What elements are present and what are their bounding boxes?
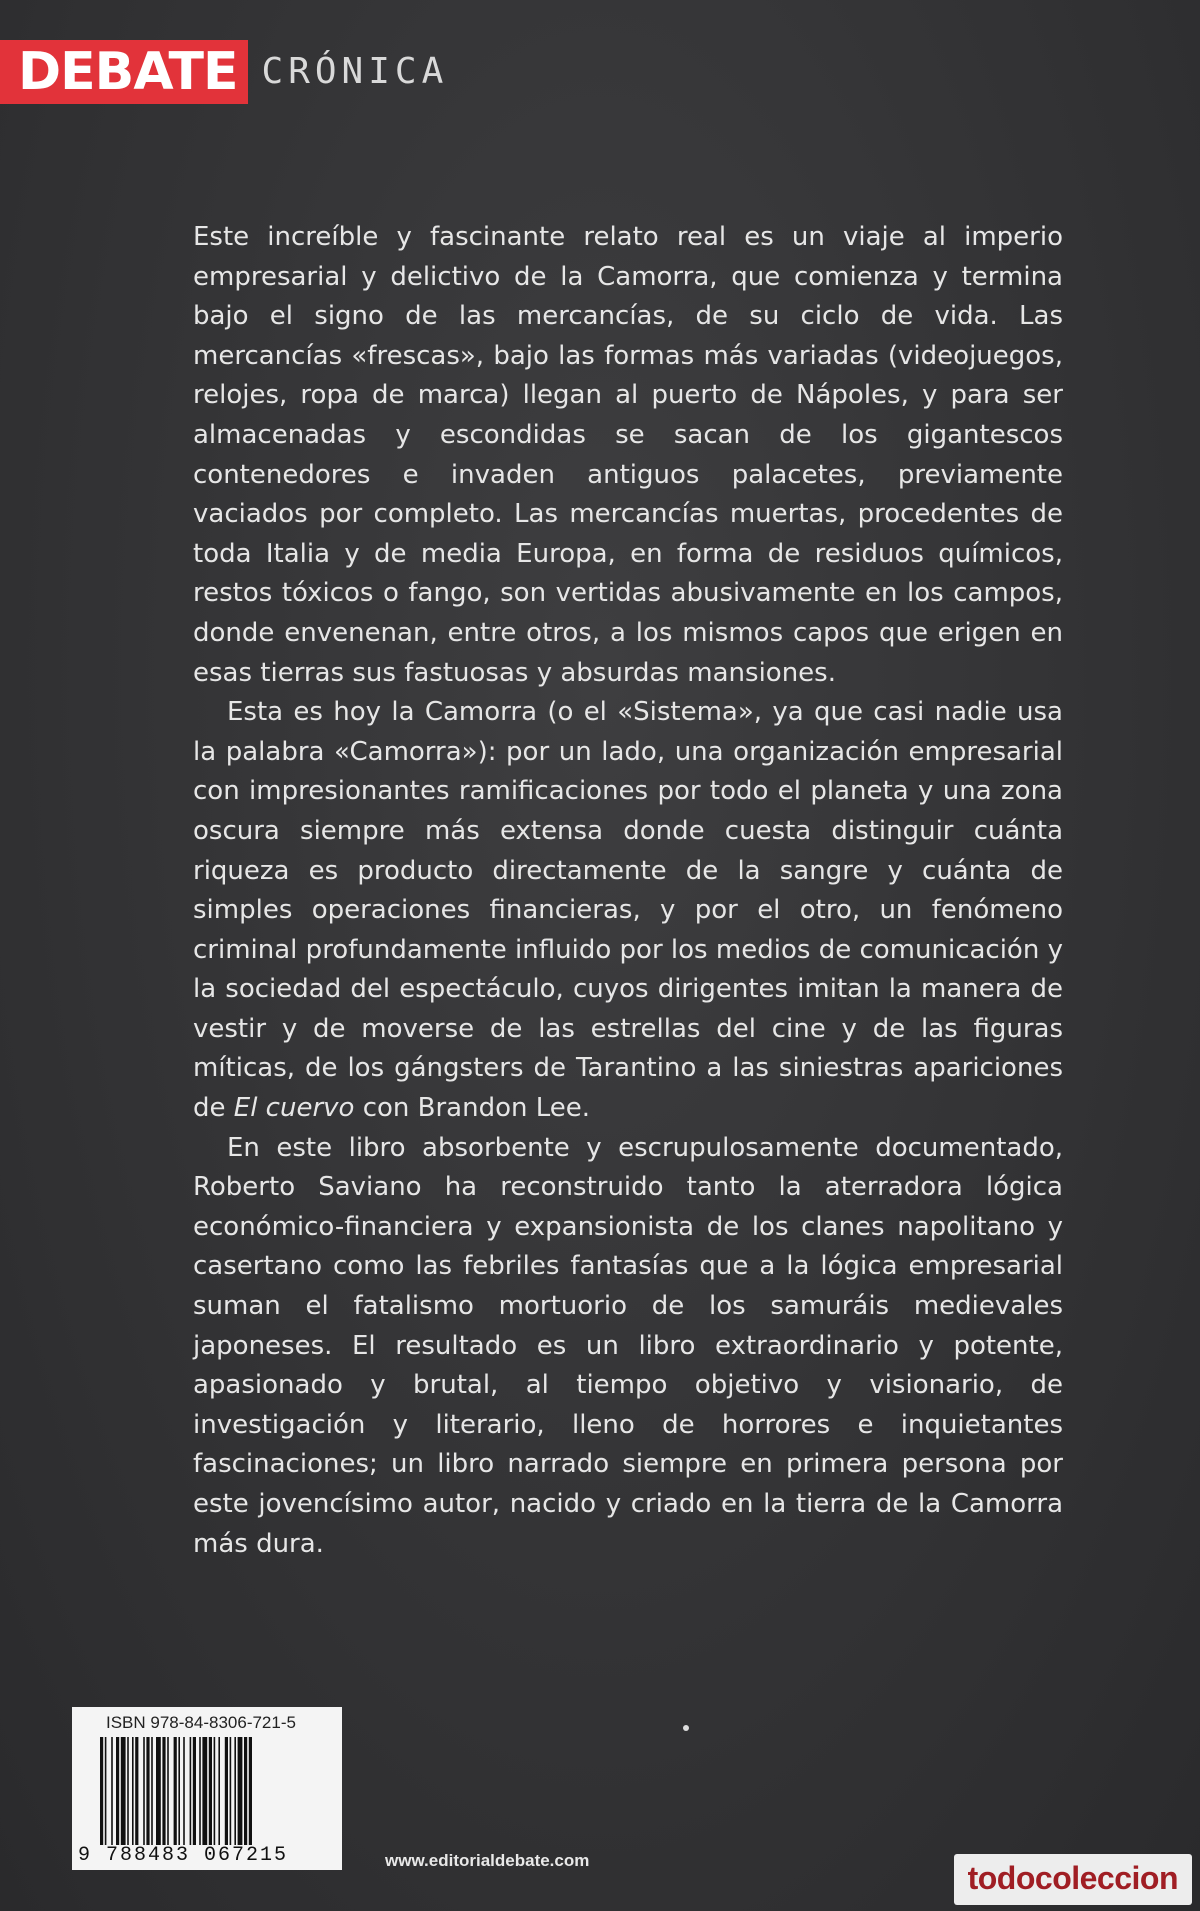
barcode-label <box>72 1707 342 1870</box>
back-cover-blurb <box>193 218 1063 1564</box>
film-title: El cuervo <box>233 1093 355 1124</box>
blurb-paragraph-2-end: con Brandon Lee. <box>354 1093 591 1124</box>
isbn-text: ISBN 978-84-8306-721-5 <box>106 1713 296 1732</box>
blurb-paragraph-3: En este libro absorbente y escrupulosamente documentado, Roberto Saviano ha reconstruido tanto la aterradora lógica económico-financiera y expansionista de los clanes napolitano y casertano como las febriles fantasías que a la lógica empresarial suman el fatalismo mortuorio de los samuráis medievales japoneses. El resultado es un libro extraordinario y potente, apasionado y brutal, al tiempo objetivo y visionario, de investigación y literario, lleno de horrores e inquietantes fascinaciones; un libro narrado siempre en primera persona por este jovencísimo autor, nacido y criado en la tierra de la Camorra más dura. <box>193 1132 1063 1559</box>
barcode-icon <box>100 1737 314 1845</box>
blurb-paragraph-2-text: Esta es hoy la Camorra (o el «Sistema», ya que casi nadie usa la palabra «Camorra»): por un lado, una organización empresarial con impresionantes ramificaciones por todo el planeta y una zona oscura siempre más extensa donde cuesta distinguir cuánta riqueza es producto directamente de la sangre y cuánta de simples operaciones financieras, y por el otro, un fenómeno criminal profundamente influido por los medios de comunicación y la sociedad del espectáculo, cuyos dirigentes imitan la manera de vestir y de moverse de las estrellas del cine y de las figuras míticas, de los gángsters de Tarantino a las siniestras apariciones de <box>193 697 1063 1124</box>
website-url: www.editorialdebate.com <box>385 1851 590 1870</box>
brand-name: DEBATE <box>0 40 248 104</box>
publisher-logo <box>0 40 448 104</box>
blurb-paragraph-2 <box>193 693 1063 1129</box>
watermark-logo: todocoleccion <box>954 1854 1192 1905</box>
series-name: CRÓNICA <box>261 51 449 92</box>
barcode-digits: 9 788483 067215 <box>78 1844 289 1867</box>
blurb-paragraph-1: Este increíble y fascinante relato real es un viaje al imperio empresarial y delictivo de la Camorra, que comienza y termina bajo el signo de las mercancías, de su ciclo de vida. Las mercancías «frescas», bajo las formas más variadas (videojuegos, relojes, ropa de marca) llegan al puerto de Nápoles, y para ser almacenadas y escondidas se sacan de los gigantescos contenedores e invaden antiguos palacetes, previamente vaciados por completo. Las mercancías muertas, procedentes de toda Italia y de media Europa, en forma de residuos químicos, restos tóxicos o fango, son vertidas abusivamente en los campos, donde envenenan, entre otros, a los mismos capos que erigen en esas tierras sus fastuosas y absurdas mansiones. <box>193 222 1063 688</box>
dust-speck <box>683 1725 689 1731</box>
